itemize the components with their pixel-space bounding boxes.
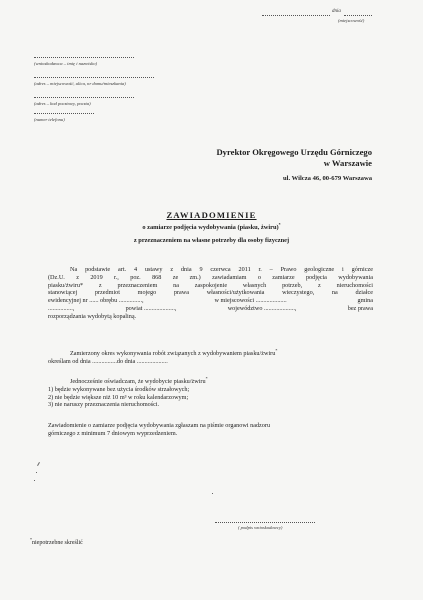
paragraph-declaration [48,375,378,409]
text-word: 9 [199,266,203,273]
text-word: prawa [173,289,190,297]
text-word: r., [114,273,119,281]
addressee-line-2: w Warszawie [323,158,372,168]
text-word: w miejscowości .................... [214,297,287,305]
text-word: gmina [357,297,373,305]
text-word: (Dz.U. [48,273,65,281]
text-word: na [173,281,179,289]
declaration-item-3: 3) nie naruszy przeznaczenia nieruchomości. [48,401,160,409]
text-word: r. [258,266,262,273]
applicant-name-caption: (wnioskodawca – imię i nazwisko) [34,61,98,66]
p1-line-5 [48,297,373,305]
paragraph-notice [48,422,378,438]
text-word: Zamierzony okres wykonywania robót związanych z wydobywaniem piasku/żwiru [70,350,276,357]
text-word: zawiadamiam [212,273,247,281]
applicant-phone-caption: (numer telefonu) [34,117,65,122]
p4-line-2: górniczego z minimum 7 dniowym wyprzedzeniem. [48,429,178,437]
text-word: zaspokojenie [194,281,228,289]
text-word: wieczystego, [282,289,315,297]
text-word: 2019 [90,273,103,281]
date-label: dnia [332,9,341,14]
scan-speck [34,480,35,481]
text-word: ewidencyjnej nr ...... obrębu ..............., [48,297,144,305]
p1-line-1 [48,266,373,274]
scan-speck [212,493,213,494]
text-word: przeznaczeniem [117,281,158,289]
addressee-block [170,147,372,169]
text-word: zamiarze [272,273,295,281]
text-word: art. [118,266,127,273]
text-word: Prawo [280,266,297,273]
text-word: czerwca [210,266,231,273]
text-word: geologiczne [304,266,335,273]
text-word: 4 [133,266,138,273]
title-footnote-mark: * [278,221,281,227]
p1-line-4 [48,289,373,297]
text-word: powiat ...................., [125,304,177,312]
p2-line-1 [48,347,378,358]
text-word: województwo ...................., [227,304,297,312]
p2-footnote-mark: * [275,347,278,353]
text-word: podjęcia [305,273,327,281]
footnote-mark: * [30,537,32,542]
scan-speck [36,472,37,473]
addressee-line-1: Dyrektor Okręgowego Urzędu Górniczego [216,147,372,157]
text-word: podstawie [85,266,111,273]
p1-line-7: rozporządzania wydobytą kopaliną. [48,312,137,320]
text-word: z [76,273,79,281]
footnote-text: niepotrzebne skreślić [32,540,83,546]
text-word: górnicze [351,266,373,273]
title-subline-2: z przeznaczeniem na własne potrzeby dla osoby fizycznej [133,237,290,244]
addressee-address: ul. Wilcza 46, 00-679 Warszawa [282,175,372,182]
text-word: z [98,281,102,289]
text-word: – [269,266,273,273]
text-word: na [331,289,338,297]
text-word: z [170,266,174,273]
p4-line-1: Zawiadomienie o zamiarze podjęcia wydobywania zgłaszam na piśmie organowi nadzoru [48,422,271,429]
text-word: stanowiącej [48,289,78,297]
text-word: poz. [130,273,141,281]
applicant-postal-caption: (adres – kod pocztowy, poczta) [34,101,91,106]
title-subline-1-text: o zamiarze podjęcia wydobywania (piasku, żwiru) [142,224,279,231]
p3-footnote-mark: * [205,375,208,381]
text-word: wydobywania [338,273,373,281]
place-caption: (miejscowość) [338,18,365,23]
text-word: nieruchomości [336,281,373,289]
text-word: 868 [152,273,162,281]
text-word: mojego [137,289,157,297]
p2-line-2: określam od dnia ................do dnia .................... [48,357,168,365]
applicant-name-line [34,57,134,58]
text-word: o [257,273,261,281]
text-word: ustawy [144,266,163,273]
applicant-postal-line [34,97,134,98]
text-word: i [342,266,344,273]
text-word: z [318,281,321,289]
text-word: potrzeb, [282,281,303,289]
paragraph-legal-basis [48,266,373,321]
text-word: ze [172,273,179,281]
paragraph-period [48,347,378,366]
text-word: piasku/żwiru* [48,281,84,289]
place-date-line [262,9,372,17]
document-title: ZAWIADOMIENIE [166,210,257,220]
applicant-street-caption: (adres – miejscowość, ulica, nr domu/mieszkania) [34,81,126,86]
p1-line-3 [48,282,373,290]
footnote [30,537,83,546]
signature-caption: ( podpis wnioskodawcy) [238,525,283,530]
p1-line-2 [48,274,373,282]
text-word: 2011 [238,266,251,273]
p3-line-1 [48,375,378,386]
text-word: przedmiot [94,289,120,297]
text-word: własności/użytkowania [206,289,265,297]
declaration-item-2: 2) nie będzie większe niż 10 m³ w roku kalendarzowym; [48,393,189,401]
title-subline-1 [0,221,423,231]
text-word: bez prawa [347,304,373,312]
text-word: Jednocześnie oświadczam, że wydobycie piasku/żwiru [70,378,206,385]
text-word: Na [70,266,78,273]
text-word: ................, [48,304,75,312]
applicant-street-line [34,77,154,78]
text-word: zm.) [189,273,201,281]
p1-line-6 [48,305,373,313]
text-word: własnych [242,281,267,289]
applicant-phone-line [34,113,94,114]
text-word: działce [355,289,373,297]
declaration-item-1: 1) będzie wykonywane bez użycia środków strzałowych; [48,385,190,393]
scan-speck [37,462,40,466]
signature-line [215,522,315,523]
text-word: dnia [180,266,192,273]
